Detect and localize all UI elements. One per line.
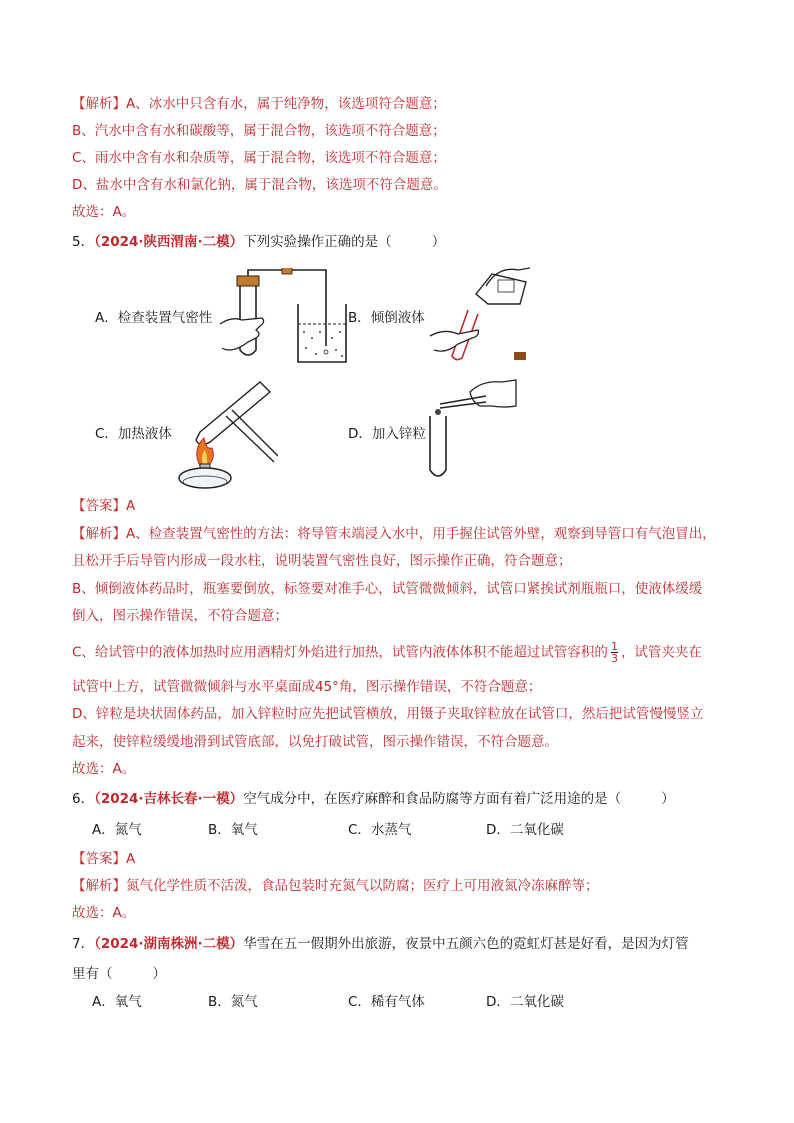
q6-option-c: C．水蒸气 (348, 822, 412, 838)
q4-analysis-line-b: B、汽水中含有水和碳酸等，属于混合物，该选项不符合题意； (72, 123, 446, 139)
question-text: 华雪在五一假期外出旅游，夜景中五颜六色的霓虹灯甚是好看，是因为灯管 (243, 936, 689, 952)
question-text: 里有（ (72, 966, 113, 982)
q7-stem-line2 (72, 964, 166, 984)
q7-option-c: C．稀有气体 (348, 994, 425, 1010)
airtightness-check-figure (218, 268, 348, 366)
q5-analysis-line-c1 (72, 641, 702, 664)
answer-tag: 【答案】 (72, 851, 126, 867)
q4-analysis-line-a (72, 94, 446, 114)
analysis-text: A、冰水中只含有水，属于纯净物，该选项符合题意； (126, 96, 446, 112)
q5-analysis-line-c2: 试管中上方，试管微微倾斜与水平桌面成45°角，图示操作错误，不符合题意； (72, 679, 542, 695)
q7-stem (72, 934, 689, 954)
fraction-numerator: 1 (610, 640, 618, 653)
question-paren-close: ） (152, 966, 166, 982)
q7-option-a: A．氧气 (92, 994, 142, 1010)
q6-option-a: A．氮气 (92, 822, 142, 838)
question-number: 5． (72, 234, 95, 250)
analysis-tag: 【解析】 (72, 526, 126, 542)
question-paren-close: ） (661, 791, 675, 807)
q4-analysis-line-c: C、雨水中含有水和杂质等，属于混合物，该选项不符合题意； (72, 150, 446, 166)
answer-tag: 【答案】 (72, 498, 126, 514)
q5-answer-line (72, 496, 135, 516)
q6-analysis-line (72, 876, 599, 896)
pouring-liquid-figure (428, 264, 532, 364)
analysis-text: 氮气化学性质不活泼，食品包装时充氮气以防腐；医疗上可用液氮冷冻麻醉等； (126, 878, 599, 894)
heating-liquid-figure (170, 378, 278, 490)
question-source: （2024·湖南株洲·二模） (94, 936, 244, 952)
question-text: 下列实验操作正确的是（ (243, 234, 392, 250)
q6-choose: 故选：A。 (72, 905, 136, 921)
q6-option-b: B．氧气 (208, 822, 258, 838)
q5-analysis-line-b2: 倒入，图示操作错误，不符合题意； (72, 608, 288, 624)
analysis-tag: 【解析】 (72, 878, 126, 894)
q5-option-b: B．倾倒液体 (348, 310, 425, 326)
question-number: 6． (72, 791, 95, 807)
analysis-text: ，试管夹夹在 (620, 644, 702, 661)
answer-value: A (126, 498, 136, 514)
question-source: （2024·吉林长春·一模） (94, 791, 244, 807)
fraction (611, 641, 618, 664)
question-paren-close: ） (431, 234, 446, 250)
question-number: 7． (72, 936, 95, 952)
question-source: （2024·陕西渭南·二模） (94, 234, 244, 250)
q7-option-d: D．二氧化碳 (486, 994, 564, 1010)
analysis-text: A、检查装置气密性的方法：将导管末端浸入水中，用手握住试管外壁，观察到导管口有气泡冒出， (126, 526, 716, 542)
q5-analysis-line-a1 (72, 524, 716, 544)
q5-analysis-line-d1: D、锌粒是块状固体药品，加入锌粒时应先把试管横放，用镊子夹取锌粒放在试管口，然后把试管慢慢竖立 (72, 706, 704, 722)
answer-value: A (126, 851, 136, 867)
q5-analysis-line-d2: 起来，使锌粒缓缓地滑到试管底部，以免打破试管，图示操作错误，不符合题意。 (72, 734, 558, 750)
q5-choose: 故选：A。 (72, 761, 136, 777)
fraction-denominator: 3 (610, 652, 618, 665)
q4-analysis-line-d: D、盐水中含有水和氯化钠，属于混合物，该选项不符合题意。 (72, 177, 447, 193)
q6-option-d: D．二氧化碳 (486, 822, 564, 838)
question-text: 空气成分中，在医疗麻醉和食品防腐等方面有着广泛用途的是（ (243, 791, 622, 807)
q5-option-c: C．加热液体 (95, 426, 172, 442)
q6-answer-line (72, 849, 135, 869)
q7-option-b: B．氮气 (208, 994, 258, 1010)
adding-zinc-figure (420, 378, 520, 482)
q5-option-a: A．检查装置气密性 (95, 310, 213, 326)
q4-choose: 故选：A。 (72, 204, 136, 220)
analysis-tag: 【解析】 (72, 96, 126, 112)
analysis-text: C、给试管中的液体加热时应用酒精灯外焰进行加热，试管内液体体积不能超过试管容积的 (72, 644, 608, 661)
q5-stem (72, 232, 445, 252)
q5-option-d: D．加入锌粒 (348, 426, 426, 442)
q5-analysis-line-b1: B、倾倒液体药品时，瓶塞要倒放，标签要对准手心，试管微微倾斜，试管口紧挨试剂瓶瓶口，使液体缓缓 (72, 581, 703, 597)
q5-analysis-line-a2: 且松开手后导管内形成一段水柱，说明装置气密性良好，图示操作正确，符合题意； (72, 553, 572, 569)
q6-stem (72, 789, 675, 809)
